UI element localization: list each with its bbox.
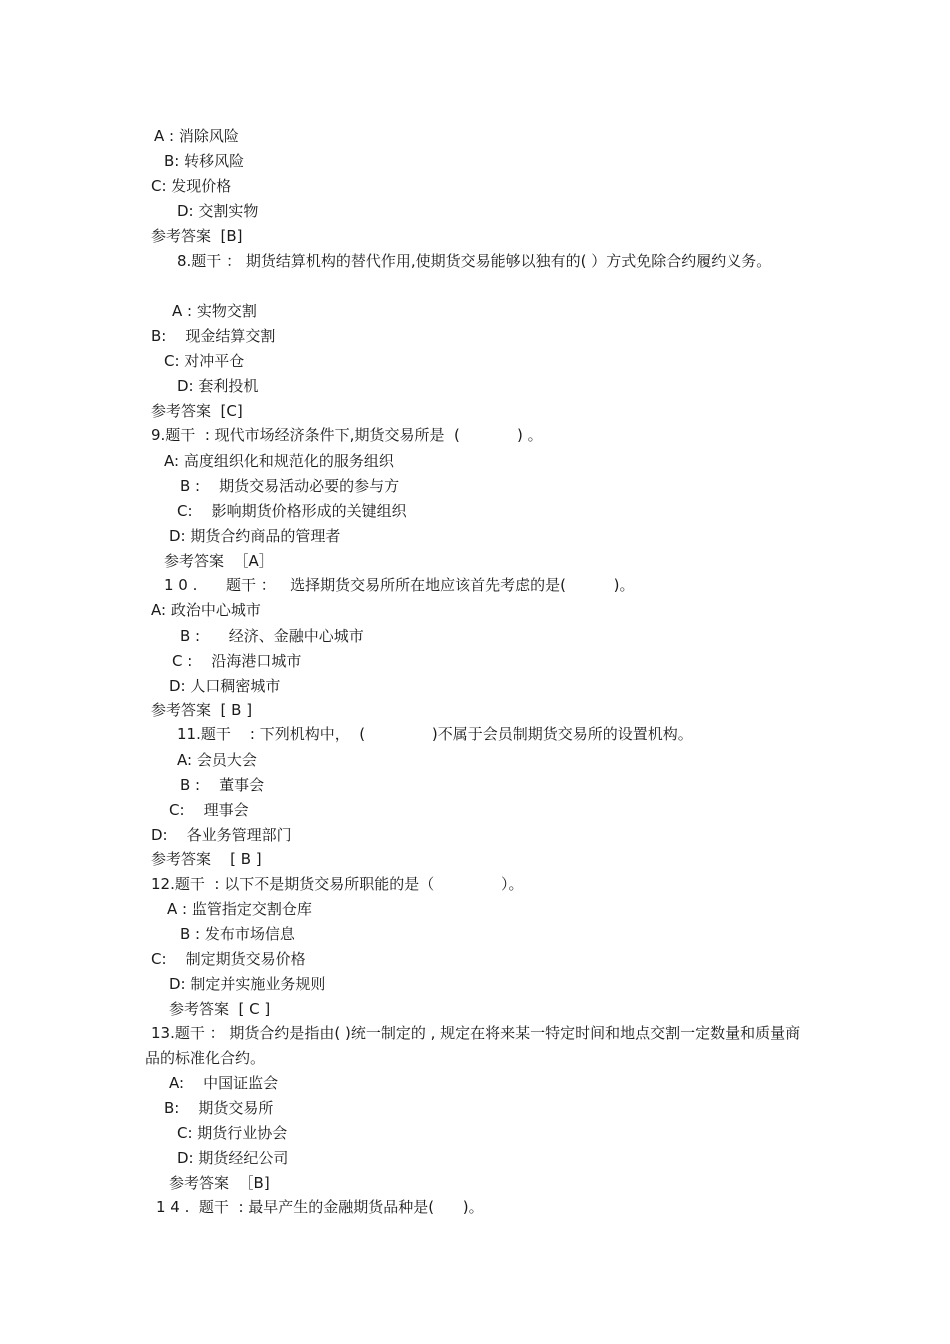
- option-b: B : 期货交易活动必要的参与方: [180, 477, 400, 495]
- option-d: D: 各业务管理部门: [151, 826, 292, 844]
- option-d: D: 套利投机: [177, 377, 259, 395]
- option-c: C: 期货行业协会: [177, 1124, 288, 1142]
- question-9: 9.题干 : 现代市场经济条件下,期货交易所是 ( ) 。: [151, 426, 543, 444]
- option-b: B: 期货交易所: [164, 1099, 274, 1117]
- answer-line: 参考答案 [ B ]: [151, 850, 262, 868]
- option-b: B : 发布市场信息: [180, 925, 295, 943]
- option-c: C: 理事会: [169, 801, 249, 819]
- option-b: B: 现金结算交割: [151, 327, 276, 345]
- question-12: 12.题干 : 以下不是期货交易所职能的是（ ）。: [151, 875, 524, 893]
- option-c: C: 对冲平仓: [164, 352, 245, 370]
- option-d: D: 交割实物: [177, 202, 259, 220]
- option-a: A : 消除风险: [154, 127, 239, 145]
- question-11: 11.题干 : 下列机构中， ( )不属于会员制期货交易所的设置机构。: [177, 725, 693, 743]
- option-a: A: 高度组织化和规范化的服务组织: [164, 452, 394, 470]
- answer-line: 参考答案 [ B ]: [151, 701, 253, 719]
- option-a: A : 实物交割: [172, 302, 257, 320]
- option-d: D: 制定并实施业务规则: [169, 975, 326, 993]
- option-c: C: 制定期货交易价格: [151, 950, 306, 968]
- option-c: C: 发现价格: [151, 177, 232, 195]
- option-b: B: 转移风险: [164, 152, 245, 170]
- option-c: C : 沿海港口城市: [172, 652, 302, 670]
- question-13: 13.题干 ： 期货合约是指由( )统一制定的 , 规定在将来某一特定时间和地点交割一定数量和质量商品的标准化合约。: [145, 1024, 801, 1067]
- answer-line: 参考答案 ［A］: [164, 552, 274, 570]
- option-c: C: 影响期货价格形成的关键组织: [177, 502, 407, 520]
- answer-line: 参考答案 ［B]: [169, 1174, 270, 1192]
- option-a: A: 政治中心城市: [151, 601, 261, 619]
- option-d: D: 期货经纪公司: [177, 1149, 289, 1167]
- answer-line: 参考答案 [B]: [151, 227, 243, 245]
- option-d: D: 人口稠密城市: [169, 677, 281, 695]
- option-b: B : 董事会: [180, 776, 265, 794]
- option-a: A: 会员大会: [177, 751, 257, 769]
- option-d: D: 期货合约商品的管理者: [169, 527, 341, 545]
- option-a: A : 监管指定交割仓库: [167, 900, 312, 918]
- answer-line: 参考答案 [C]: [151, 402, 243, 420]
- question-8: 8.题干 ： 期货结算机构的替代作用,使期货交易能够以独有的( ）方式免除合约履约义务。: [177, 252, 772, 270]
- question-10: 1 0 . 题干 ： 选择期货交易所所在地应该首先考虑的是( )。: [164, 576, 635, 594]
- question-14: 1 4 . 题干 : 最早产生的金融期货品种是( )。: [156, 1198, 484, 1216]
- option-b: B : 经济、金融中心城市: [180, 627, 364, 645]
- answer-line: 参考答案 [ C ]: [169, 1000, 271, 1018]
- option-a: A: 中国证监会: [169, 1074, 279, 1092]
